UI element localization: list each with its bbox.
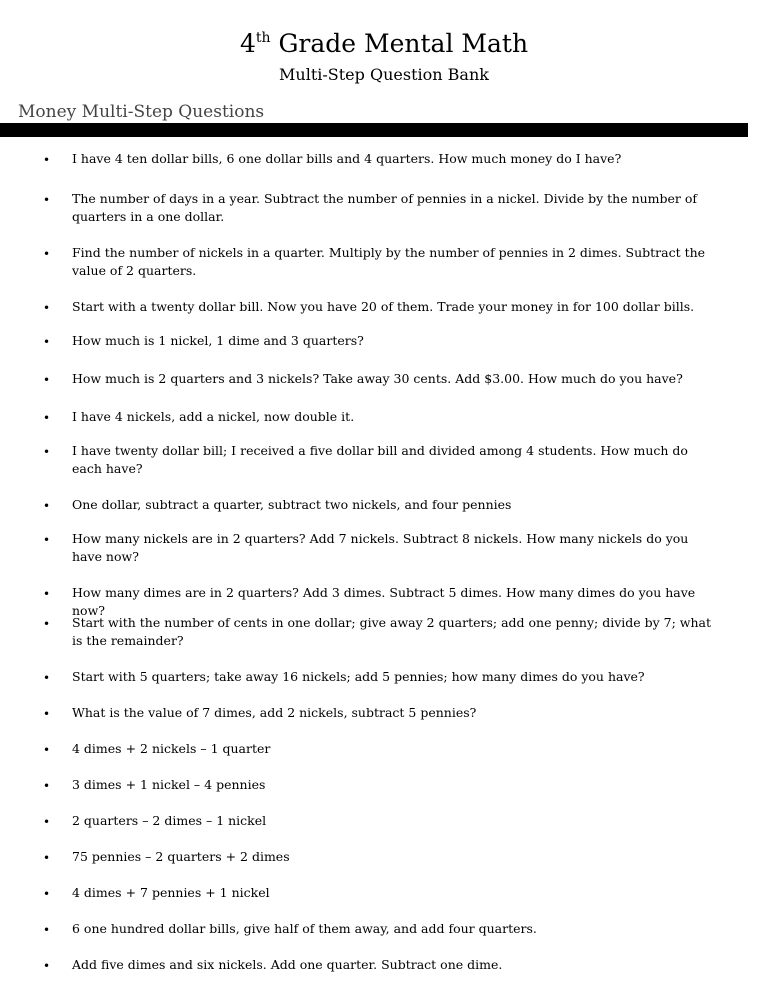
bullet-icon: • (43, 851, 51, 865)
title-ordinal-suffix: th (255, 30, 271, 46)
question-text: 4 dimes + 7 pennies + 1 nickel (72, 885, 270, 900)
question-text: How much is 1 nickel, 1 dime and 3 quarters? (72, 333, 364, 348)
bullet-icon: • (43, 617, 51, 631)
question-text: Start with 5 quarters; take away 16 nickels; add 5 pennies; how many dimes do you have? (72, 669, 645, 684)
bullet-icon: • (43, 411, 51, 425)
question-text: Add five dimes and six nickels. Add one quarter. Subtract one dime. (72, 957, 503, 972)
question-text: 2 quarters – 2 dimes – 1 nickel (72, 813, 267, 828)
bullet-icon: • (43, 959, 51, 973)
bullet-icon: • (43, 923, 51, 937)
bullet-icon: • (43, 707, 51, 721)
bullet-icon: • (43, 499, 51, 513)
section-heading: Money Multi-Step Questions (18, 102, 265, 122)
question-text: What is the value of 7 dimes, add 2 nickels, subtract 5 pennies? (72, 705, 477, 720)
question-text: Start with a twenty dollar bill. Now you have 20 of them. Trade your money in for 100 dollar bills. (72, 299, 695, 314)
bullet-icon: • (43, 301, 51, 315)
title-text: Grade Mental Math (270, 29, 529, 58)
bullet-icon: • (43, 247, 51, 261)
page-subtitle: Multi-Step Question Bank (279, 65, 489, 84)
bullet-icon: • (43, 815, 51, 829)
bullet-icon: • (43, 587, 51, 601)
bullet-icon: • (43, 193, 51, 207)
question-text: 4 dimes + 2 nickels – 1 quarter (72, 741, 271, 756)
bullet-icon: • (43, 533, 51, 547)
question-text: 75 pennies – 2 quarters + 2 dimes (72, 849, 290, 864)
question-text: The number of days in a year. Subtract the number of pennies in a nickel. Divide by the number of quarters in a one dollar. (72, 191, 698, 224)
question-text: How many dimes are in 2 quarters? Add 3 dimes. Subtract 5 dimes. How many dimes do you have now? (72, 585, 696, 618)
bullet-icon: • (43, 373, 51, 387)
bullet-icon: • (43, 671, 51, 685)
bullet-icon: • (43, 743, 51, 757)
bullet-icon: • (43, 153, 51, 167)
question-text: 3 dimes + 1 nickel – 4 pennies (72, 777, 266, 792)
question-text: One dollar, subtract a quarter, subtract two nickels, and four pennies (72, 497, 512, 512)
question-text: Find the number of nickels in a quarter. Multiply by the number of pennies in 2 dimes. Subtract the value of 2 quarters. (72, 245, 706, 278)
bullet-icon: • (43, 779, 51, 793)
question-text: Start with the number of cents in one dollar; give away 2 quarters; add one penny; divide by 7; what is the remainder? (72, 615, 712, 648)
question-text: I have twenty dollar bill; I received a five dollar bill and divided among 4 students. How much do each have? (72, 443, 688, 476)
question-text: I have 4 nickels, add a nickel, now double it. (72, 409, 355, 424)
bullet-icon: • (43, 445, 51, 459)
question-text: How many nickels are in 2 quarters? Add 7 nickels. Subtract 8 nickels. How many nickels do you have now? (72, 531, 689, 564)
section-divider-bar (0, 123, 748, 137)
title-grade-number: 4 (239, 29, 256, 58)
page-title (0, 28, 768, 60)
bullet-icon: • (43, 335, 51, 349)
question-text: I have 4 ten dollar bills, 6 one dollar bills and 4 quarters. How much money do I have? (72, 151, 622, 166)
question-text: 6 one hundred dollar bills, give half of them away, and add four quarters. (72, 921, 537, 936)
bullet-icon: • (43, 887, 51, 901)
question-text: How much is 2 quarters and 3 nickels? Take away 30 cents. Add $3.00. How much do you have? (72, 371, 683, 386)
